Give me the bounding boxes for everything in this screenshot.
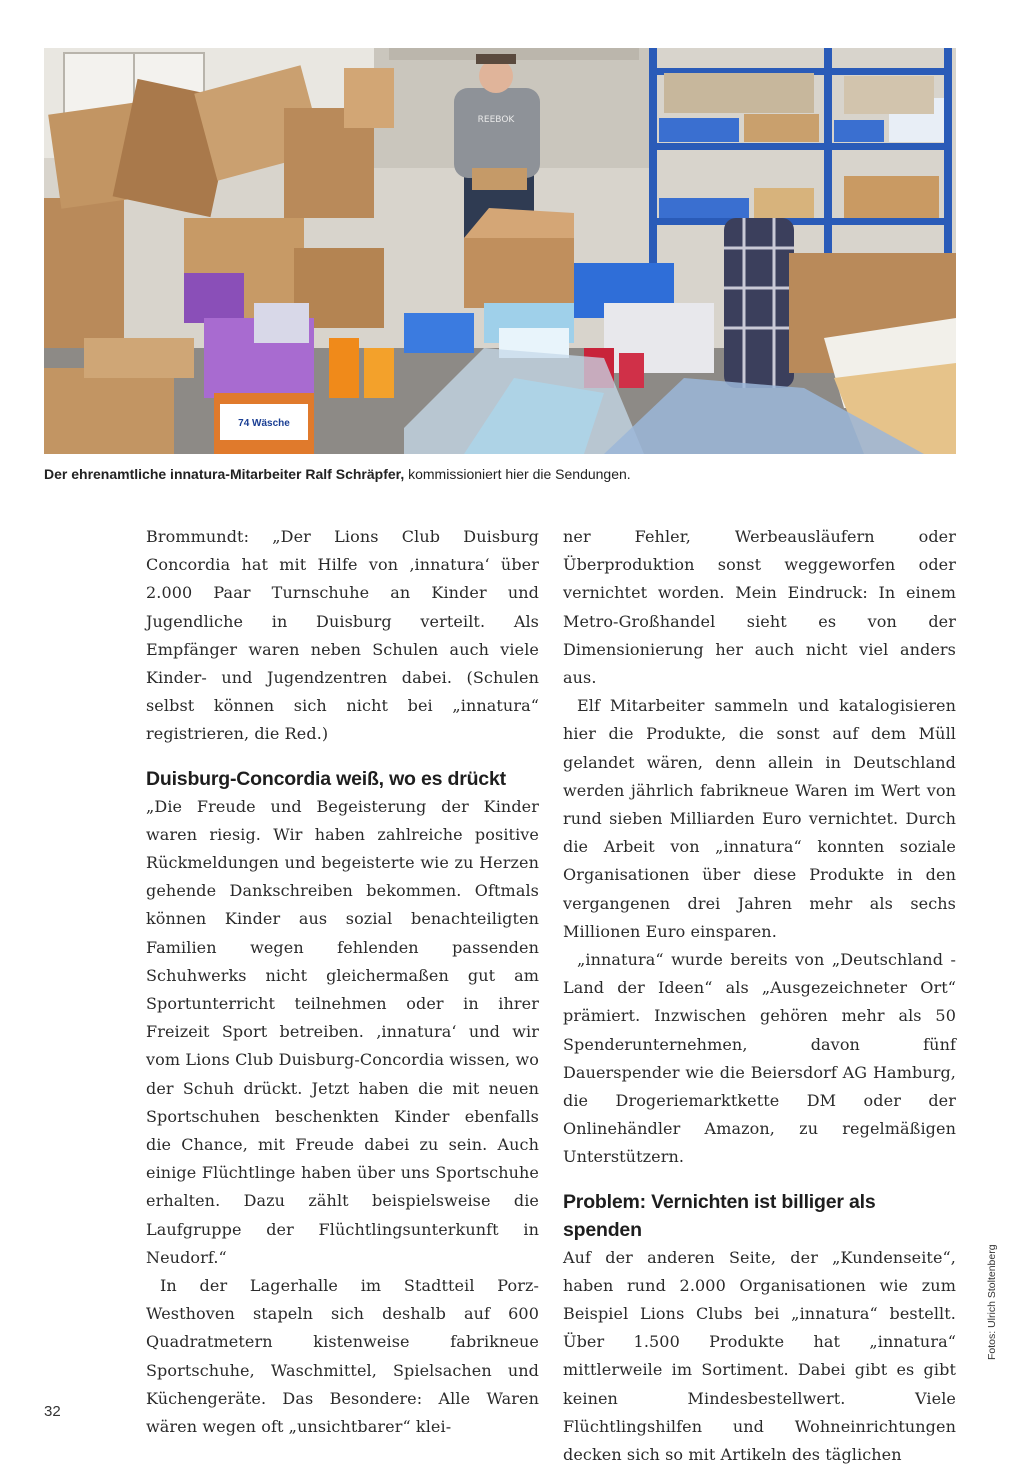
page-number: 32 [44,1403,61,1420]
right-paragraph-3: „innatura“ wurde bereits von „Deutschland - Land der Ideen“ als „Ausgezeichneter Ort“ prämiert. Inzwischen gehören mehr als 50 Spenderunternehmen, davon fünf Dauerspender wie die Beiersdorf AG Hamburg, die Drogeriemarktkette DM oder der Onlinehändler Amazon, zu regelmäßigen Unterstützern. [563,950,956,1167]
right-paragraph-1: ner Fehler, Werbeausläufern oder Überproduktion sonst weggeworfen oder vernichtet worden. Mein Eindruck: In einem Metro-Großhandel sieht es von der Dimensionierung her auch nicht viel anders aus. [563,527,956,688]
right-paragraph-2: Elf Mitarbeiter sammeln und katalogisieren hier die Produkte, die sonst auf dem Müll gelandet wären, denn allein in Deutschland werden jährlich fabrikneue Waren im Wert von rund sieben Milliarden Euro vernichtet. Durch die Arbeit von „innatura“ konnten soziale Organisationen über diese Produkte in den vergangenen drei Jahren mehr als sechs Millionen Euro einsparen. [563,696,956,941]
photo-caption [44,464,956,484]
detergent-box-label: 74 Wäsche [238,418,290,429]
left-paragraph-1: Brommundt: „Der Lions Club Duisburg Concordia hat mit Hilfe von ‚innatura‘ über 2.000 Paar Turnschuhe an Kinder und Jugendliche in Duisburg verteilt. Als Empfänger waren neben Schulen auch viele Kinder- und Jugendzentren dabei. (Schulen selbst können sich nicht bei „innatura“ registrieren, die Red.) [146,527,539,744]
section-heading-problem: Problem: Vernichten ist billiger als spenden [563,1190,876,1241]
caption-rest: kommissioniert hier die Sendungen. [404,466,631,482]
caption-lead: Der ehrenamtliche innatura-Mitarbeiter Ralf Schräpfer, [44,466,405,482]
section-heading-duisburg: Duisburg-Concordia weiß, wo es drückt [146,767,506,790]
plaid-bag [724,218,794,388]
right-paragraph-4: Auf der anderen Seite, der „Kundenseite“, haben rund 2.000 Organisationen wie zum Beispiel Lions Clubs bei „innatura“ bestellt. Über 1.500 Produkte hat „innatura“ mittlerweile im Sortiment. Dabei gibt es gibt keinen Mindesbestellwert. Viele Flüchtlingshilfen und Wohneinrichtungen decken sich so mit Artikeln des täglichen [563,1247,956,1465]
left-paragraph-3: In der Lagerhalle im Stadtteil Porz-Westhoven stapeln sich deshalb auf 600 Quadratmetern kistenweise fabrikneue Sportschuhe, Waschmittel, Spielsachen und Küchengeräte. Das Besondere: Alle Waren wären wegen oft „unsichtbarer“ klei- [146,1276,539,1437]
left-paragraph-2: „Die Freude und Begeisterung der Kinder waren riesig. Wir haben zahlreiche positive Rückmeldungen und begeisterte wie zu Herzen gehende Dankschreiben bekommen. Oftmals können Kinder aus sozial benachteiligten Familien wegen fehlenden passenden Schuhwerks nicht gleichermaßen gut am Sportunterricht teilnehmen oder in ihrer Freizeit Sport betreiben. ‚innatura‘ und wir vom Lions Club Duisburg-Concordia wissen, wo der Schuh drückt. Jetzt haben die mit neuen Sportschuhen beschenkten Kinder ebenfalls die Chance, mit Freude dabei zu sein. Auch einige Flüchtlinge haben über uns Sportschuhe erhalten. Dazu zählt beispielsweise die Laufgruppe der Flüchtlingsunterkunft in Neudorf.“ [146,796,539,1267]
warehouse-photo [44,48,956,454]
warehouse-photo-illustration [44,48,956,454]
photo-credit: Fotos: Ulrich Stoltenberg [986,1244,998,1360]
left-column [146,523,539,1441]
shirt-logo-text: REEBOK [477,115,515,125]
right-column [563,523,956,1469]
